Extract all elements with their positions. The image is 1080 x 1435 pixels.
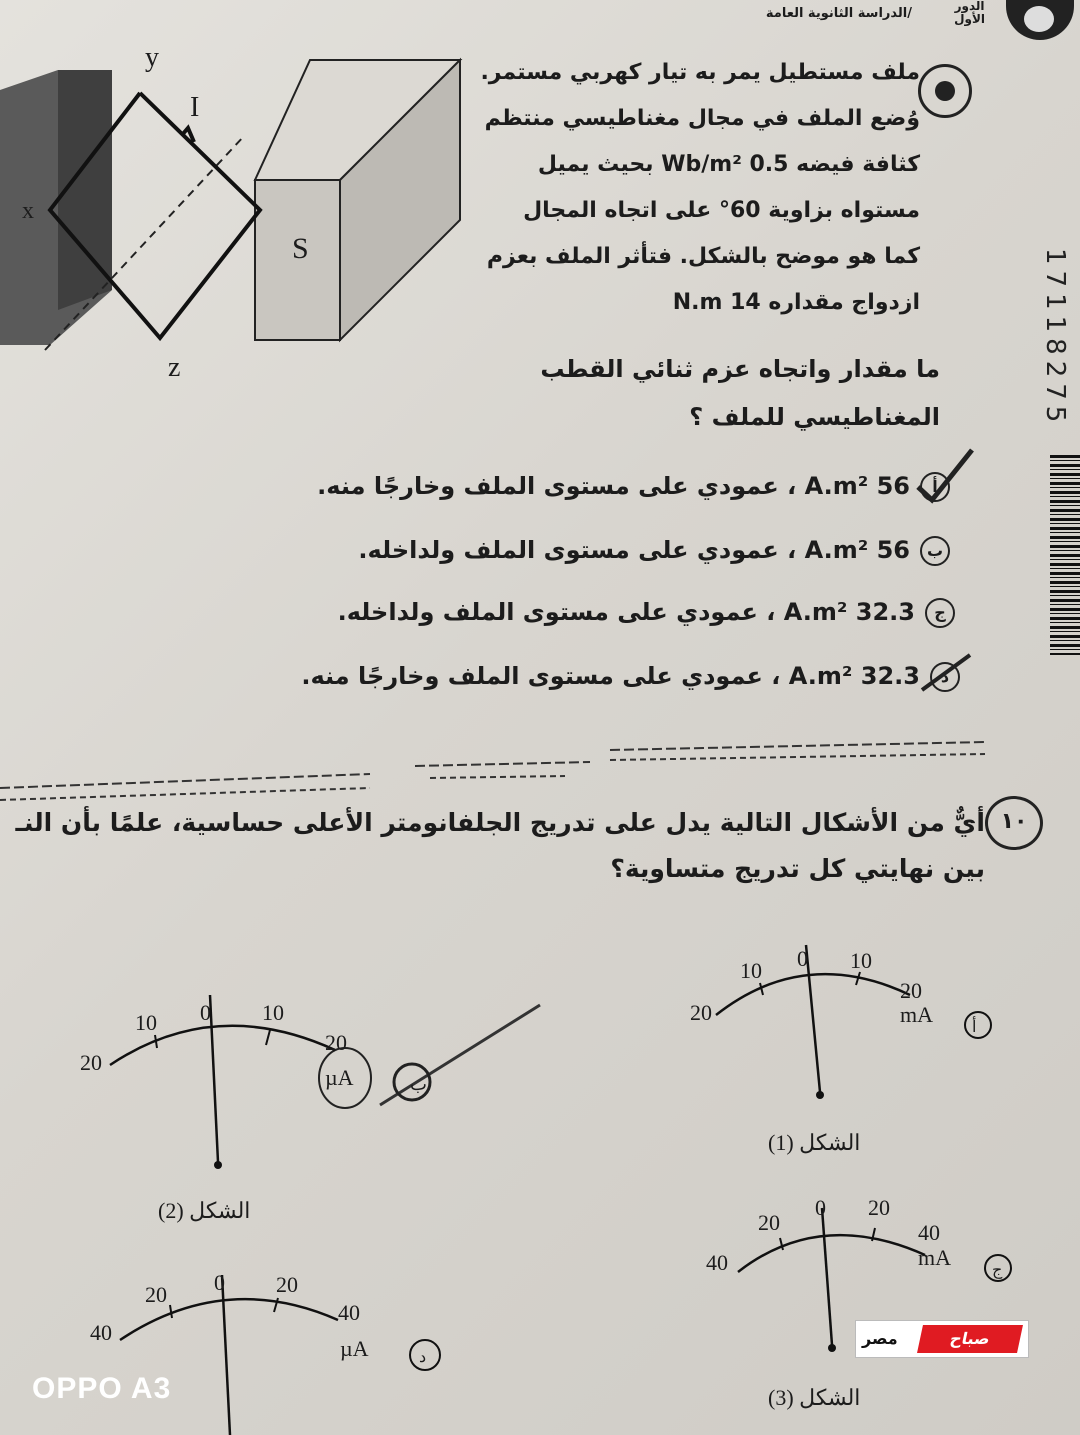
- option-mark: د: [930, 662, 960, 692]
- gauge-1-mark[interactable]: [965, 1012, 991, 1038]
- svg-text:أ: أ: [972, 1019, 977, 1036]
- svg-text:µA: µA: [325, 1065, 354, 1090]
- gauge-4: [90, 1270, 369, 1435]
- svg-text:40: 40: [90, 1320, 112, 1345]
- svg-text:د: د: [419, 1349, 427, 1366]
- gauge-needle: [806, 945, 820, 1092]
- label-y: y: [145, 42, 159, 73]
- svg-text:ج: ج: [992, 1262, 1003, 1279]
- label-x: x: [22, 198, 34, 224]
- gauge-2-mark[interactable]: ب: [410, 1074, 427, 1094]
- svg-text:20: 20: [690, 1000, 712, 1025]
- svg-text:µA: µA: [340, 1336, 369, 1361]
- option-mark: ج: [925, 598, 955, 628]
- q9-statement: ملف مستطيل يمر به تيار كهربي مستمر. وُضع الملف في مجال مغناطيسي منتظم كثافة فيضه 0.5 Wb/m² بحيث يميل مستواه بزاوية 60° على اتجاه المجال كما هو موضح بالشكل. فتأثر الملف بعزم ازدواج مقداره 14 N.m: [480, 60, 920, 315]
- svg-text:0: 0: [200, 1000, 211, 1025]
- camera-watermark: OPPO A3: [32, 1372, 172, 1405]
- svg-text:10: 10: [262, 1000, 284, 1025]
- svg-text:40: 40: [706, 1250, 728, 1275]
- gauge-4-mark[interactable]: [410, 1340, 440, 1370]
- gauge-1: [690, 945, 933, 1099]
- gauge-3-caption: الشكل (3): [768, 1385, 861, 1410]
- q9-question: ما مقدار واتجاه عزم ثنائي القطب المغناطيسي للملف ؟: [540, 355, 940, 431]
- label-pole-s: S: [292, 232, 309, 265]
- label-z: z: [168, 352, 181, 383]
- q10-statement: أيٌّ من الأشكال التالية يدل على تدريج الجلفانومتر الأعلى حساسية، علمًا بأن النـ بين نهايتي كل تدريج متساوية؟: [15, 808, 985, 883]
- gauge-2-caption: الشكل (2): [158, 1198, 251, 1223]
- q10-number: ١٠: [985, 796, 1043, 850]
- option-mark: ب: [920, 536, 950, 566]
- option-mark: أ: [920, 472, 950, 502]
- svg-text:10: 10: [850, 948, 872, 973]
- q9-option-c[interactable]: ج32.3 A.m² ، عمودي على مستوى الملف ولداخله.: [338, 598, 955, 628]
- q9-option-b[interactable]: ب56 A.m² ، عمودي على مستوى الملف ولداخله.: [358, 536, 950, 566]
- round-label: الدور الأول: [954, 0, 985, 26]
- svg-text:40: 40: [918, 1220, 940, 1245]
- svg-text:mA: mA: [900, 1002, 933, 1027]
- svg-text:20: 20: [325, 1030, 347, 1055]
- program-label: /الدراسة الثانوية العامة: [765, 6, 912, 21]
- svg-text:20: 20: [80, 1050, 102, 1075]
- svg-text:0: 0: [815, 1195, 826, 1220]
- gauge-3-mark[interactable]: [985, 1255, 1011, 1281]
- svg-text:20: 20: [758, 1210, 780, 1235]
- gauge-2: [80, 995, 354, 1169]
- svg-text:0: 0: [214, 1270, 225, 1295]
- svg-text:20: 20: [276, 1272, 298, 1297]
- brand-logo: صباح مصر: [855, 1320, 1029, 1358]
- q9-option-d[interactable]: د32.3 A.m² ، عمودي على مستوى الملف وخارجًا منه.: [301, 662, 960, 692]
- svg-text:mA: mA: [918, 1245, 951, 1270]
- gauge-1-caption: الشكل (1): [768, 1130, 861, 1155]
- svg-text:0: 0: [797, 946, 808, 971]
- svg-text:40: 40: [338, 1300, 360, 1325]
- svg-text:20: 20: [868, 1195, 890, 1220]
- gauge-needle: [210, 995, 218, 1162]
- gauge-needle: [822, 1208, 832, 1345]
- label-current: I: [190, 92, 200, 123]
- svg-text:20: 20: [145, 1282, 167, 1307]
- side-serial-code: 17118275: [1040, 248, 1070, 429]
- svg-text:10: 10: [135, 1010, 157, 1035]
- svg-text:10: 10: [740, 958, 762, 983]
- svg-text:20: 20: [900, 978, 922, 1003]
- q9-option-a[interactable]: أ56 A.m² ، عمودي على مستوى الملف وخارجًا منه.: [317, 472, 950, 502]
